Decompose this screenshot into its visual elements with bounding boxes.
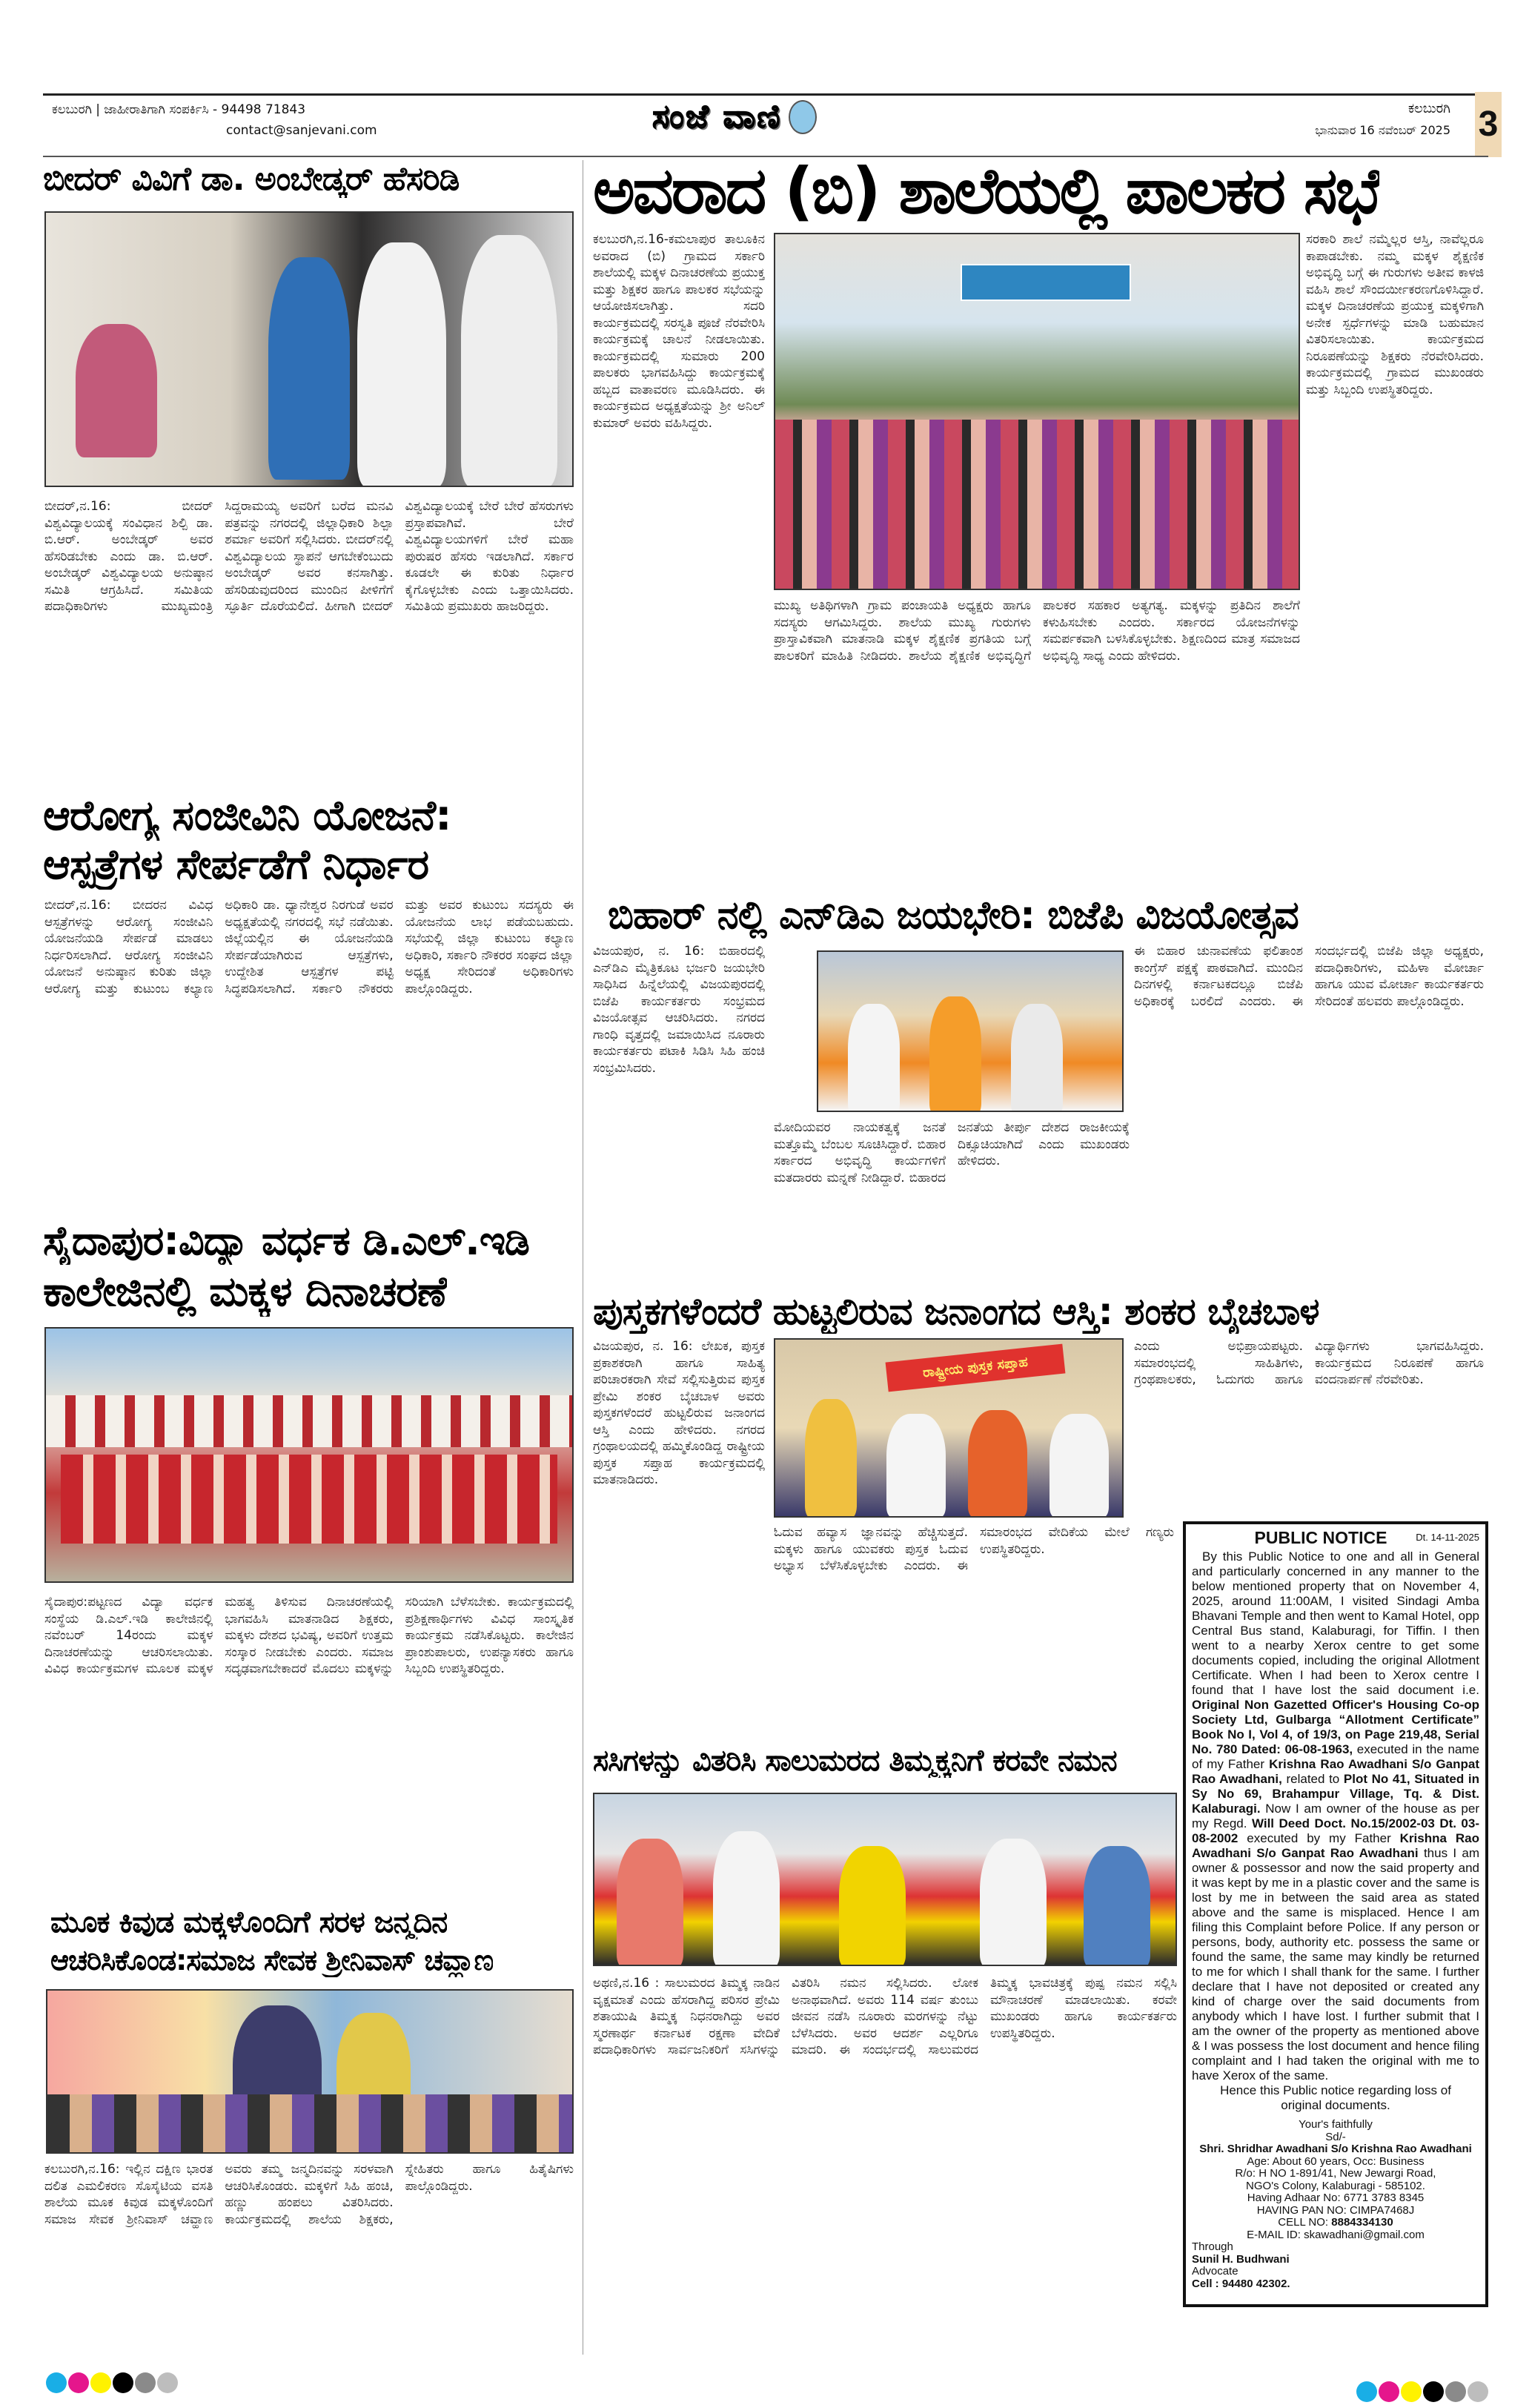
article-body-pustaka-middle: ಓದುವ ಹವ್ಯಾಸ ಜ್ಞಾನವನ್ನು ಹೆಚ್ಚಿಸುತ್ತದೆ. ಮಕ್ಕಳು ಹಾಗೂ ಯುವಕರು ಪುಸ್ತಕ ಓದುವ ಅಭ್ಯಾಸ ಬೆಳೆಸಿಕೊಳ್ಳಬೇಕು ಎಂದರು. ಈ ಸಮಾರಂಭದ ವೇದಿಕೆಯ ಮೇಲೆ ಗಣ್ಯರು ಉಪಸ್ಥಿತರಿದ್ದರು. [774,1525,1174,1573]
photo-bidar-memorandum [44,211,574,487]
masthead-city: ಕಲಬುರಗಿ [1407,101,1450,116]
headline-pustaka: ಪುಸ್ತಕಗಳೆಂದರೆ ಹುಟ್ಟಲಿರುವ ಜನಾಂಗದ ಆಸ್ತಿ: ಶಂಕರ ಬೈಚಬಾಳ [593,1290,1319,1333]
masthead-contact: ಕಲಬುರಗಿ | ಜಾಹೀರಾತಿಗಾಗಿ ಸಂಪರ್ಕಿಸಿ - 94498 71843 [52,102,306,117]
masthead-date: ಭಾನುವಾರ 16 ನವೆಂಬರ್ 2025 [1315,123,1450,137]
photo-parents-meeting [774,233,1300,590]
public-notice-box [1183,1521,1488,2307]
subheadline-mooka: ಆಚರಿಸಿಕೊಂಡ:ಸಮಾಜ ಸೇವಕ ಶ್ರೀನಿವಾಸ್ ಚವ್ಹಾಣ [50,1944,494,1977]
page-number: 3 [1475,92,1502,157]
public-notice-title: PUBLIC NOTICE [1254,1528,1387,1547]
headline-avarad: ಅವರಾದ (ಬಿ) ಶಾಲೆಯಲ್ಲಿ ಪಾಲಕರ ಸಭೆ [593,154,1379,228]
article-body-bihar-right: ಈ ಬಿಹಾರ ಚುನಾವಣೆಯ ಫಲಿತಾಂಶ ಕಾಂಗ್ರೆಸ್ ಪಕ್ಷಕ್ಕೆ ಪಾಠವಾಗಿದೆ. ಮುಂದಿನ ದಿನಗಳಲ್ಲಿ ಕರ್ನಾಟಕದಲ್ಲೂ ಬಿಜೆಪಿ ಅಧಿಕಾರಕ್ಕೆ ಬರಲಿದೆ ಎಂದರು. ಈ ಸಂದರ್ಭದಲ್ಲಿ ಬಿಜೆಪಿ ಜಿಲ್ಲಾ ಅಧ್ಯಕ್ಷರು, ಪದಾಧಿಕಾರಿಗಳು, ಮಹಿಳಾ ಮೋರ್ಚಾ ಹಾಗೂ ಯುವ ಮೋರ್ಚಾ ಕಾರ್ಯಕರ್ತರು ಸೇರಿದಂತೆ ಹಲವರು ಪಾಲ್ಗೊಂಡಿದ್ದರು. [1134,944,1484,1009]
article-body-bihar-left: ವಿಜಯಪುರ, ನ. 16: ಬಿಹಾರದಲ್ಲಿ ಎನ್‌ಡಿಎ ಮೈತ್ರಿಕೂಟ ಭರ್ಜರಿ ಜಯಭೇರಿ ಸಾಧಿಸಿದ ಹಿನ್ನೆಲೆಯಲ್ಲಿ ವಿಜಯಪುರದಲ್ಲಿ ಬಿಜೆಪಿ ಕಾರ್ಯಕರ್ತರು ಸಂಭ್ರಮದ ವಿಜಯೋತ್ಸವ ಆಚರಿಸಿದರು. ನಗರದ ಗಾಂಧಿ ವೃತ್ತದಲ್ಲಿ ಜಮಾಯಿಸಿದ ನೂರಾರು ಕಾರ್ಯಕರ್ತರು ಪಟಾಕಿ ಸಿಡಿಸಿ ಸಿಹಿ ಹಂಚಿ ಸಂಭ್ರಮಿಸಿದರು. [593,944,765,1076]
article-body-pustaka-left: ವಿಜಯಪುರ, ನ. 16: ಲೇಖಕ, ಪುಸ್ತಕ ಪ್ರಕಾಶಕರಾಗಿ ಹಾಗೂ ಸಾಹಿತ್ಯ ಪರಿಚಾರಕರಾಗಿ ಸೇವೆ ಸಲ್ಲಿಸುತ್ತಿರುವ ಪುಸ್ತಕ ಪ್ರೇಮಿ ಶಂಕರ ಬೈಚಬಾಳ ಅವರು ಪುಸ್ತಕಗಳೆಂದರೆ ಹುಟ್ಟಲಿರುವ ಜನಾಂಗದ ಆಸ್ತಿ ಎಂದು ಹೇಳಿದರು. ನಗರದ ಗ್ರಂಥಾಲಯದಲ್ಲಿ ಹಮ್ಮಿಕೊಂಡಿದ್ದ ರಾಷ್ಟ್ರೀಯ ಪುಸ್ತಕ ಸಪ್ತಾಹ ಕಾರ್ಯಕ್ರಮದಲ್ಲಿ ಮಾತನಾಡಿದರು. [593,1339,765,1487]
headline-saidapur-1: ಸೈದಾಪುರ:ವಿದ್ಯಾ ವರ್ಧಕ ಡಿ.ಎಲ್.ಇಡಿ [43,1217,529,1264]
photo-bjp-celebration [817,950,1124,1112]
article-body-avarad-right: ಸರಕಾರಿ ಶಾಲೆ ನಮ್ಮೆಲ್ಲರ ಆಸ್ತಿ, ನಾವೆಲ್ಲರೂ ಕಾಪಾಡಬೇಕು. ನಮ್ಮ ಮಕ್ಕಳ ಶೈಕ್ಷಣಿಕ ಅಭಿವೃದ್ಧಿ ಬಗ್ಗೆ ಈ ಗುರುಗಳು ಅತೀವ ಕಾಳಜಿ ವಹಿಸಿ ಶಾಲೆ ಸೌಂದರ್ಯೀಕರಣಗೊಳಿಸಿದ್ದಾರೆ. ಮಕ್ಕಳ ದಿನಾಚರಣೆಯ ಪ್ರಯುಕ್ತ ಮಕ್ಕಳಿಗಾಗಿ ಅನೇಕ ಸ್ಪರ್ಧೆಗಳನ್ನು ಮಾಡಿ ಬಹುಮಾನ ವಿತರಿಸಲಾಯಿತು. ಕಾರ್ಯಕ್ರಮದ ನಿರೂಪಣೆಯನ್ನು ಶಿಕ್ಷಕರು ನೆರವೇರಿಸಿದರು. ಕಾರ್ಯಕ್ರಮದಲ್ಲಿ ಗ್ರಾಮದ ಮುಖಂಡರು ಮತ್ತು ಸಿಬ್ಬಂದಿ ಉಪಸ್ಥಿತರಿದ್ದರು. [1306,232,1484,397]
photo-birthday-children [46,1989,574,2154]
headline-arogya-1: ಆರೋಗ್ಯ ಸಂಜೀವಿನಿ ಯೋಜನೆ: [43,792,451,840]
headline-mooka: ಮೂಕ ಕಿವುಡ ಮಕ್ಕಳೊಂದಿಗೆ ಸರಳ ಜನ್ಮದಿನ [50,1905,448,1939]
headline-bihar: ಬಿಹಾರ್ ನಲ್ಲಿ ಎನ್‌ಡಿಎ ಜಯಭೇರಿ: ಬಿಜೆಪಿ ವಿಜಯೋತ್ಸವ [608,893,1299,938]
public-notice-advocate: Through Sunil H. Budhwani Advocate Cell : 94480 42302. [1192,2240,1290,2290]
headline-bidar: ಬೀದರ್ ವಿವಿಗೆ ಡಾ. ಅಂಬೇಡ್ಕರ್ ಹೆಸರಿಡಿ [43,160,460,198]
headline-sasi: ಸಸಿಗಳನ್ನು ವಿತರಿಸಿ ಸಾಲುಮರದ ತಿಮ್ಮಕ್ಕನಿಗೆ ಕರವೇ ನಮನ [593,1744,1117,1778]
article-body-bidar: ಬೀದರ್,ನ.16: ಬೀದರ್ ವಿಶ್ವವಿದ್ಯಾಲಯಕ್ಕೆ ಸಂವಿಧಾನ ಶಿಲ್ಪಿ ಡಾ. ಬಿ.ಆರ್. ಅಂಬೇಡ್ಕರ್ ಅವರ ಹೆಸರಿಡಬೇಕು ಎಂದು ಡಾ. ಬಿ.ಆರ್. ಅಂಬೇಡ್ಕರ್ ವಿಶ್ವವಿದ್ಯಾಲಯ ಅನುಷ್ಠಾನ ಸಮಿತಿ ಆಗ್ರಹಿಸಿದೆ. ಸಮಿತಿಯ ಪದಾಧಿಕಾರಿಗಳು ಮುಖ್ಯಮಂತ್ರಿ ಸಿದ್ದರಾಮಯ್ಯ ಅವರಿಗೆ ಬರೆದ ಮನವಿ ಪತ್ರವನ್ನು ನಗರದಲ್ಲಿ ಜಿಲ್ಲಾಧಿಕಾರಿ ಶಿಲ್ಪಾ ಶರ್ಮಾ ಅವರಿಗೆ ಸಲ್ಲಿಸಿದರು. ಬೀದರ್‌ನಲ್ಲಿ ವಿಶ್ವವಿದ್ಯಾಲಯ ಸ್ಥಾಪನೆ ಆಗಬೇಕೆಂಬುದು ಅಂಬೇಡ್ಕರ್ ಅವರ ಕನಸಾಗಿತ್ತು. ಹೆಸರಿಡುವುದರಿಂದ ಮುಂದಿನ ಪೀಳಿಗೆಗೆ ಸ್ಫೂರ್ತಿ ದೊರೆಯಲಿದೆ. ಹೀಗಾಗಿ ಬೀದರ್ ವಿಶ್ವವಿದ್ಯಾಲಯಕ್ಕೆ ಬೇರೆ ಬೇರೆ ಹೆಸರುಗಳು ಪ್ರಸ್ತಾಪವಾಗಿವೆ. ಬೇರೆ ವಿಶ್ವವಿದ್ಯಾಲಯಗಳಿಗೆ ಬೇರೆ ಮಹಾ ಪುರುಷರ ಹೆಸರು ಇಡಲಾಗಿದೆ. ಸರ್ಕಾರ ಕೂಡಲೇ ಈ ಕುರಿತು ನಿರ್ಧಾರ ಕೈಗೊಳ್ಳಬೇಕು ಎಂದು ಒತ್ತಾಯಿಸಿದರು. ಸಮಿತಿಯ ಪ್ರಮುಖರು ಹಾಜರಿದ್ದರು. [44,499,574,614]
public-notice-date: Dt. 14-11-2025 [1416,1532,1479,1543]
color-registration-marks-right [1356,2381,1490,2405]
article-body-avarad-left: ಕಲಬುರಗಿ,ನ.16-ಕಮಲಾಪುರ ತಾಲೂಕಿನ ಅವರಾದ (ಬಿ) ಗ್ರಾಮದ ಸರ್ಕಾರಿ ಶಾಲೆಯಲ್ಲಿ ಮಕ್ಕಳ ದಿನಾಚರಣೆಯ ಪ್ರಯುಕ್ತ ಮತ್ತು ಶಿಕ್ಷಕರ ಹಾಗೂ ಪಾಲಕರ ಸಭೆಯನ್ನು ಆಯೋಜಿಸಲಾಗಿತ್ತು. ಸದರಿ ಕಾರ್ಯಕ್ರಮದಲ್ಲಿ ಸರಸ್ವತಿ ಪೂಜೆ ನೆರವೇರಿಸಿ ಕಾರ್ಯಕ್ರಮಕ್ಕೆ ಚಾಲನೆ ನೀಡಲಾಯಿತು. ಕಾರ್ಯಕ್ರಮದಲ್ಲಿ ಸುಮಾರು 200 ಪಾಲಕರು ಭಾಗವಹಿಸಿದ್ದು ಕಾರ್ಯಕ್ರಮಕ್ಕೆ ಹಬ್ಬದ ವಾತಾವರಣ ಮೂಡಿಸಿದರು. ಈ ಕಾರ್ಯಕ್ರಮದ ಅಧ್ಯಕ್ಷತೆಯನ್ನು ಶ್ರೀ ಅನಿಲ್ ಕುಮಾರ್ ಅವರು ವಹಿಸಿದ್ದರು. [593,232,765,431]
article-body-mooka: ಕಲಬುರಗಿ,ನ.16: ಇಲ್ಲಿನ ದಕ್ಷಿಣ ಭಾರತ ದಲಿತ ಎಮಲಿಕರಣ ಸೊಸೈಟಿಯ ವಸತಿ ಶಾಲೆಯ ಮೂಕ ಕಿವುಡ ಮಕ್ಕಳೊಂದಿಗೆ ಸಮಾಜ ಸೇವಕ ಶ್ರೀನಿವಾಸ್ ಚವ್ಹಾಣ ಅವರು ತಮ್ಮ ಜನ್ಮದಿನವನ್ನು ಸರಳವಾಗಿ ಆಚರಿಸಿಕೊಂಡರು. ಮಕ್ಕಳಿಗೆ ಸಿಹಿ ಹಂಚಿ, ಹಣ್ಣು ಹಂಪಲು ವಿತರಿಸಿದರು. ಕಾರ್ಯಕ್ರಮದಲ್ಲಿ ಶಾಲೆಯ ಶಿಕ್ಷಕರು, ಸ್ನೇಹಿತರು ಹಾಗೂ ಹಿತೈಷಿಗಳು ಪಾಲ್ಗೊಂಡಿದ್ದರು. [44,2162,574,2227]
globe-icon [789,100,817,134]
logo-text: ಸಂಜೆ ವಾಣಿ [652,98,782,136]
public-notice-closing: Hence this Public notice regarding loss of original documents. [1220,2083,1451,2112]
headline-arogya-2: ಆಸ್ಪತ್ರೆಗಳ ಸೇರ್ಪಡೆಗೆ ನಿರ್ಧಾರ [43,841,429,889]
article-body-pustaka-right: ಎಂದು ಅಭಿಪ್ರಾಯಪಟ್ಟರು. ಸಮಾರಂಭದಲ್ಲಿ ಸಾಹಿತಿಗಳು, ಗ್ರಂಥಪಾಲಕರು, ಓದುಗರು ಹಾಗೂ ವಿದ್ಯಾರ್ಥಿಗಳು ಭಾಗವಹಿಸಿದ್ದರು. ಕಾರ್ಯಕ್ರಮದ ನಿರೂಪಣೆ ಹಾಗೂ ವಂದನಾರ್ಪಣೆ ನೆರವೇರಿತು. [1134,1339,1484,1387]
article-body-saidapur: ಸೈದಾಪುರ:ಪಟ್ಟಣದ ವಿದ್ಯಾ ವರ್ಧಕ ಸಂಸ್ಥೆಯ ಡಿ.ಎಲ್.ಇಡಿ ಕಾಲೇಜಿನಲ್ಲಿ ನವೆಂಬರ್ 14ರಂದು ಮಕ್ಕಳ ದಿನಾಚರಣೆಯನ್ನು ಆಚರಿಸಲಾಯಿತು. ವಿವಿಧ ಕಾರ್ಯಕ್ರಮಗಳ ಮೂಲಕ ಮಕ್ಕಳ ಮಹತ್ವ ತಿಳಿಸುವ ದಿನಾಚರಣೆಯಲ್ಲಿ ಭಾಗವಹಿಸಿ ಮಾತನಾಡಿದ ಶಿಕ್ಷಕರು, ಮಕ್ಕಳು ದೇಶದ ಭವಿಷ್ಯ, ಅವರಿಗೆ ಉತ್ತಮ ಸಂಸ್ಕಾರ ನೀಡಬೇಕು ಎಂದರು. ಸಮಾಜ ಸದೃಢವಾಗಬೇಕಾದರೆ ಮೊದಲು ಮಕ್ಕಳನ್ನು ಸರಿಯಾಗಿ ಬೆಳೆಸಬೇಕು. ಕಾರ್ಯಕ್ರಮದಲ್ಲಿ ಪ್ರಶಿಕ್ಷಣಾರ್ಥಿಗಳು ವಿವಿಧ ಸಾಂಸ್ಕೃತಿಕ ಕಾರ್ಯಕ್ರಮ ನಡೆಸಿಕೊಟ್ಟರು. ಕಾಲೇಜಿನ ಪ್ರಾಂಶುಪಾಲರು, ಉಪನ್ಯಾಸಕರು ಹಾಗೂ ಸಿಬ್ಬಂದಿ ಉಪಸ್ಥಿತರಿದ್ದರು. [44,1595,574,1676]
headline-saidapur-2: ಕಾಲೇಜಿನಲ್ಲಿ ಮಕ್ಕಳ ದಿನಾಚರಣೆ [43,1268,447,1316]
article-body-arogya: ಬೀದರ್,ನ.16: ಬೀದರನ ವಿವಿಧ ಆಸ್ಪತ್ರೆಗಳನ್ನು ಆರೋಗ್ಯ ಸಂಜೀವಿನಿ ಯೋಜನೆಯಡಿ ಸೇರ್ಪಡೆ ಮಾಡಲು ನಿರ್ಧರಿಸಲಾಗಿದೆ. ಆರೋಗ್ಯ ಸಂಜೀವಿನಿ ಯೋಜನೆ ಅನುಷ್ಠಾನ ಕುರಿತು ಜಿಲ್ಲಾ ಆರೋಗ್ಯ ಮತ್ತು ಕುಟುಂಬ ಕಲ್ಯಾಣ ಅಧಿಕಾರಿ ಡಾ. ಧ್ಯಾನೇಶ್ವರ ನಿರಗುಡೆ ಅವರ ಅಧ್ಯಕ್ಷತೆಯಲ್ಲಿ ನಗರದಲ್ಲಿ ಸಭೆ ನಡೆಯಿತು. ಜಿಲ್ಲೆಯಲ್ಲಿನ ಈ ಯೋಜನೆಯಡಿ ಸೇರ್ಪಡೆಯಾಗಿರುವ ಆಸ್ಪತ್ರೆಗಳು, ಉದ್ದೇಶಿತ ಆಸ್ಪತ್ರೆಗಳ ಪಟ್ಟಿ ಸಿದ್ಧಪಡಿಸಲಾಗಿದೆ. ಸರ್ಕಾರಿ ನೌಕರರು ಮತ್ತು ಅವರ ಕುಟುಂಬ ಸದಸ್ಯರು ಈ ಯೋಜನೆಯ ಲಾಭ ಪಡೆಯಬಹುದು. ಸಭೆಯಲ್ಲಿ ಜಿಲ್ಲಾ ಕುಟುಂಬ ಕಲ್ಯಾಣ ಅಧಿಕಾರಿ, ಸರ್ಕಾರಿ ನೌಕರರ ಸಂಘದ ಜಿಲ್ಲಾ ಅಧ್ಯಕ್ಷ ಸೇರಿದಂತೆ ಅಧಿಕಾರಿಗಳು ಪಾಲ್ಗೊಂಡಿದ್ದರು. [44,898,574,996]
photo-book-week-stage [774,1338,1124,1518]
article-body-avarad-middle: ಮುಖ್ಯ ಅತಿಥಿಗಳಾಗಿ ಗ್ರಾಮ ಪಂಚಾಯತಿ ಅಧ್ಯಕ್ಷರು ಹಾಗೂ ಸದಸ್ಯರು ಆಗಮಿಸಿದ್ದರು. ಶಾಲೆಯ ಮುಖ್ಯ ಗುರುಗಳು ಪ್ರಾಸ್ತಾವಿಕವಾಗಿ ಮಾತನಾಡಿ ಮಕ್ಕಳ ಶೈಕ್ಷಣಿಕ ಪ್ರಗತಿಯ ಬಗ್ಗೆ ಪಾಲಕರಿಗೆ ಮಾಹಿತಿ ನೀಡಿದರು. ಶಾಲೆಯ ಶೈಕ್ಷಣಿಕ ಅಭಿವೃದ್ಧಿಗೆ ಪಾಲಕರ ಸಹಕಾರ ಅತ್ಯಗತ್ಯ. ಮಕ್ಕಳನ್ನು ಪ್ರತಿದಿನ ಶಾಲೆಗೆ ಕಳುಹಿಸಬೇಕು ಎಂದರು. ಸರ್ಕಾರದ ಯೋಜನೆಗಳನ್ನು ಸಮರ್ಪಕವಾಗಿ ಬಳಸಿಕೊಳ್ಳಬೇಕು. ಶಿಕ್ಷಣದಿಂದ ಮಾತ್ರ ಸಮಾಜದ ಅಭಿವೃದ್ಧಿ ಸಾಧ್ಯ ಎಂದು ಹೇಳಿದರು. [774,598,1300,664]
photo-childrens-day-group [44,1327,574,1583]
photo-karave-tribute [593,1793,1177,1966]
article-body-sasi: ಅಥಣಿ,ನ.16 : ಸಾಲುಮರದ ತಿಮ್ಮಕ್ಕ ನಾಡಿನ ವೃಕ್ಷಮಾತೆ ಎಂದು ಹೆಸರಾಗಿದ್ದ ಪರಿಸರ ಪ್ರೇಮಿ ಶತಾಯುಷಿ ತಿಮ್ಮಕ್ಕ ನಿಧನರಾಗಿದ್ದು ಅವರ ಸ್ಮರಣಾರ್ಥ ಕರ್ನಾಟಕ ರಕ್ಷಣಾ ವೇದಿಕೆ ಪದಾಧಿಕಾರಿಗಳು ಸಾರ್ವಜನಿಕರಿಗೆ ಸಸಿಗಳನ್ನು ವಿತರಿಸಿ ನಮನ ಸಲ್ಲಿಸಿದರು. ಲೋಕ ಅನಾಥವಾಗಿದೆ. ಅವರು 114 ವರ್ಷ ತುಂಬು ಜೀವನ ನಡೆಸಿ ನೂರಾರು ಮರಗಳನ್ನು ನೆಟ್ಟು ಬೆಳೆಸಿದರು. ಅವರ ಆದರ್ಶ ಎಲ್ಲರಿಗೂ ಮಾದರಿ. ಈ ಸಂದರ್ಭದಲ್ಲಿ ಸಾಲುಮರದ ತಿಮ್ಮಕ್ಕ ಭಾವಚಿತ್ರಕ್ಕೆ ಪುಷ್ಪ ನಮನ ಸಲ್ಲಿಸಿ ಮೌನಾಚರಣೆ ಮಾಡಲಾಯಿತು. ಕರವೇ ಮುಖಂಡರು ಹಾಗೂ ಕಾರ್ಯಕರ್ತರು ಉಪಸ್ಥಿತರಿದ್ದರು. [593,1976,1177,2057]
color-registration-marks-left [46,2372,179,2396]
article-body-bihar-middle: ಮೋದಿಯವರ ನಾಯಕತ್ವಕ್ಕೆ ಜನತೆ ಮತ್ತೊಮ್ಮೆ ಬೆಂಬಲ ಸೂಚಿಸಿದ್ದಾರೆ. ಬಿಹಾರ ಸರ್ಕಾರದ ಅಭಿವೃದ್ಧಿ ಕಾರ್ಯಗಳಿಗೆ ಮತದಾರರು ಮನ್ನಣೆ ನೀಡಿದ್ದಾರೆ. ಬಿಹಾರದ ಜನತೆಯ ತೀರ್ಪು ದೇಶದ ರಾಜಕೀಯಕ್ಕೆ ದಿಕ್ಸೂಚಿಯಾಗಿದೆ ಎಂದು ಮುಖಂಡರು ಹೇಳಿದರು. [774,1120,1130,1185]
newspaper-logo [652,98,817,136]
public-notice-signatory: Your's faithfully Sd/- Shri. Shridhar Awadhani S/o Krishna Rao Awadhani Age: About 60 years, Occ: Business R/o: H NO 1-891/41, New Jewargi Road, NGO's Colony, Kalaburagi - 585102. Having Adhaar No: 6771 3783 8345 HAVING PAN NO: CIMPA7468J CELL NO: 8884334130 E-MAIL ID: skawadhani@gmail.com [1199,2118,1472,2241]
book-week-banner: ರಾಷ್ಟ್ರೀಯ ಪುಸ್ತಕ ಸಪ್ತಾಹ [886,1344,1066,1392]
masthead-email: contact@sanjevani.com [226,123,377,138]
public-notice-text: By this Public Notice to one and all in General and particularly concerned in any manner to the below mentioned property that on November 4, 2025, around 11:00AM, I visited Sindagi Amba Bhavani Temple and then went to Kamal Hotel, opp Central Bus stand, Kalaburagi, for Tiffin. I then went to a nearby Xerox centre to get some documents copied, including the original Allotment Certificate. When I had been to Xerox centre I found that I have lost the said document i.e. Original Non Gazetted Officer's Housing Co-op Society Ltd, Gulbarga “Allotment Certificate” Book No I, Vol 4, of 19/3, on Page 219,48, Serial No. 780 Dated: 06-08-1963, executed in the name of my Father Krishna Rao Awadhani S/o Ganpat Rao Awadhani, related to Plot No 41, Situated in Sy No 69, Brahampur Village, Tq. & Dist. Kalaburagi. Now I am owner of the house as per my Regd. Will Deed Doct. No.15/2002-03 Dt. 03-08-2002 executed by my Father Krishna Rao Awadhani S/o Ganpat Rao Awadhani thus I am owner & possessor and now the said property and it was kept by me in a plastic cover and the same is lost by me in between the said area as stated above and the same is misplaced. Hence I am filing this Complaint before Police. If any person or persons, body, authority etc. possess the same or found the same, the same may kindly be returned to me for which I shall thank for the same. I further declare that I have not deposited or created any kind of charge over the said documents from anybody which I have lost. I further submit that I am the owner of the property as mentioned above & I was possess the lost document and hence filing complaint and I had taken the original with me to have Xerox of the same. [1192,1549,1480,2083]
